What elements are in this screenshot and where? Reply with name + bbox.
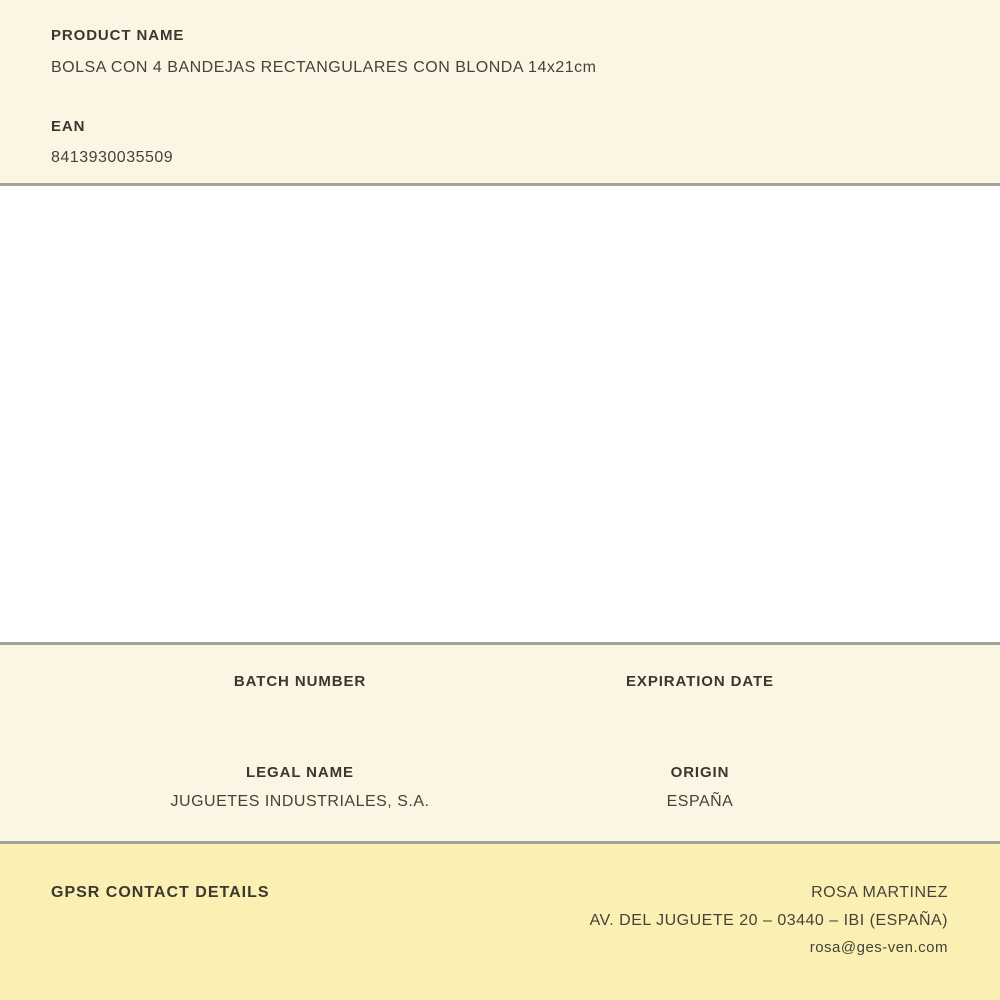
legal-name-label: LEGAL NAME	[246, 764, 354, 781]
expiration-date-value	[500, 701, 900, 721]
gpsr-contact-address: AV. DEL JUGUETE 20 – 03440 – IBI (ESPAÑA)	[589, 912, 948, 929]
product-info-section	[0, 0, 1000, 186]
origin-cell	[500, 764, 900, 812]
product-name-value: BOLSA CON 4 BANDEJAS RECTANGULARES CON BLONDA 14x21cm	[51, 59, 597, 76]
gpsr-contact-block	[590, 883, 948, 958]
origin-value: ESPAÑA	[666, 793, 734, 810]
gpsr-footer-section	[0, 844, 1000, 1000]
legal-name-cell	[100, 764, 500, 812]
details-row-legal-origin	[100, 764, 900, 812]
batch-number-cell	[100, 673, 500, 721]
gpsr-contact-details-label: GPSR CONTACT DETAILS	[51, 884, 270, 901]
batch-number-value	[100, 701, 500, 721]
product-image-placeholder	[0, 186, 1000, 642]
origin-label: ORIGIN	[670, 764, 730, 781]
expiration-date-label: EXPIRATION DATE	[626, 673, 774, 690]
details-section	[0, 642, 1000, 844]
ean-label: EAN	[51, 118, 86, 136]
gpsr-contact-name: ROSA MARTINEZ	[811, 884, 948, 901]
batch-number-label: BATCH NUMBER	[233, 673, 367, 690]
product-name-label: PRODUCT NAME	[51, 27, 185, 44]
details-row-batch-expiration	[100, 673, 900, 721]
legal-name-value: JUGUETES INDUSTRIALES, S.A.	[170, 793, 430, 810]
gpsr-contact-email: rosa@ges-ven.com	[809, 939, 948, 956]
ean-value: 8413930035509	[51, 149, 174, 167]
expiration-date-cell	[500, 673, 900, 721]
